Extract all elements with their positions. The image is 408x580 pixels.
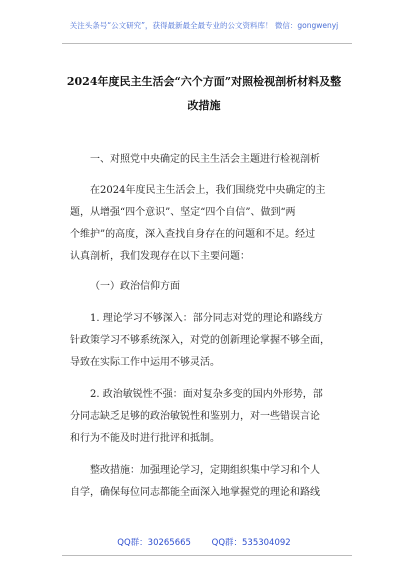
section-heading: 一、对照党中央确定的民主生活会主题进行检视剖析: [90, 154, 320, 165]
paragraph-line: 整改措施：加强理论学习，定期组织集中学习和个人: [90, 465, 320, 476]
header-banner: 关注头条号“公文研究”，获得最新最全最专业的公文资料库！ 微信：gongwenyj: [69, 21, 339, 30]
paragraph-line: 认真剖析，我们发现存在以下主要问题：: [70, 251, 250, 262]
paragraph-line: 个维护”的高度，深入查找自身存在的问题和不足。经过: [70, 229, 316, 240]
footer-qq-group-1: QQ群：30265665: [117, 538, 191, 548]
paragraph-line: 导致在实际工作中运用不够灵活。: [70, 357, 220, 368]
title-line-1: 2024年度民主生活会“六个方面”对照检视剖析材料及整: [66, 75, 342, 88]
paragraph-line: 分同志缺乏足够的政治敏锐性和鉴别力，对一些错误言论: [70, 411, 320, 422]
paragraph-line: 针政策学习不够系统深入，对党的创新理论掌握不够全面，: [70, 335, 330, 346]
header-divider: [62, 43, 352, 44]
paragraph-line: 自学，确保每位同志都能全面深入地掌握党的理论和路线: [70, 487, 320, 498]
subsection-heading: （一）政治信仰方面: [90, 281, 180, 292]
footer-divider: [62, 555, 352, 556]
footer-contact: [0, 536, 408, 548]
paragraph-line: 1. 理论学习不够深入：部分同志对党的理论和路线方: [90, 313, 323, 324]
footer-qq-group-2: QQ群：535304092: [211, 538, 291, 548]
paragraph-line: 在2024年度民主生活会上，我们围绕党中央确定的主: [90, 185, 326, 196]
paragraph-line: 和行为不能及时进行批评和抵制。: [70, 433, 220, 444]
paragraph-line: 题，从增强“四个意识”、坚定“四个自信”、做到“两: [70, 207, 296, 218]
title-line-2: 改措施: [187, 99, 221, 112]
paragraph-line: 2. 政治敏锐性不强：面对复杂多变的国内外形势，部: [90, 389, 323, 400]
document-title: [40, 70, 368, 118]
